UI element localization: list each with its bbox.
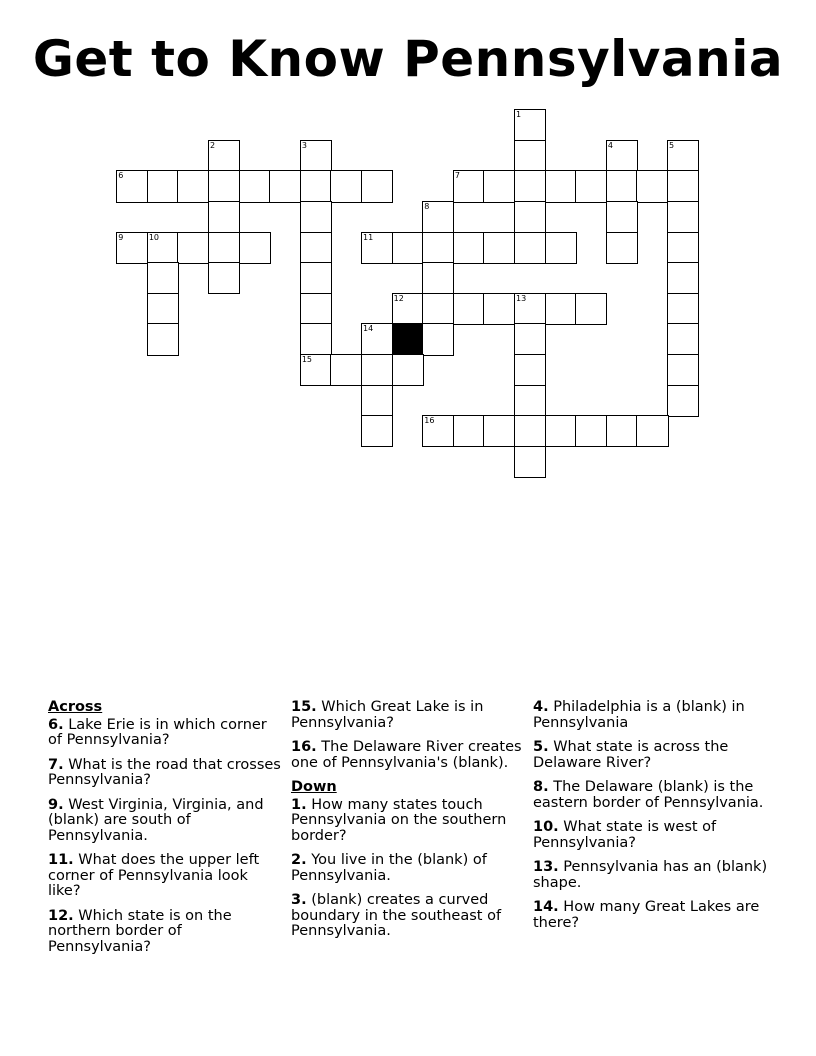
clue-item	[48, 853, 284, 900]
clue-number-label: 4.	[533, 699, 549, 715]
clue-item	[533, 740, 769, 771]
grid-cell[interactable]	[667, 201, 699, 233]
grid-cell[interactable]	[330, 170, 362, 202]
clue-column-2	[291, 700, 527, 949]
grid-cell[interactable]	[147, 323, 179, 355]
grid-cell[interactable]	[667, 354, 699, 386]
grid-cell[interactable]	[453, 415, 485, 447]
clue-item	[291, 740, 527, 771]
grid-cell[interactable]	[361, 354, 393, 386]
grid-cell[interactable]	[483, 293, 515, 325]
grid-cell[interactable]	[514, 232, 546, 264]
grid-cell[interactable]	[514, 140, 546, 172]
clue-item	[48, 718, 284, 749]
down-header: Down	[291, 779, 337, 795]
clue-number: 3	[301, 140, 307, 150]
clue-item	[48, 909, 284, 956]
grid-cell[interactable]	[545, 293, 577, 325]
grid-cell[interactable]	[575, 170, 607, 202]
clue-text: Which Great Lake is in Pennsylvania?	[291, 699, 484, 731]
grid-cell[interactable]	[514, 293, 546, 325]
clue-number-label: 8.	[533, 779, 549, 795]
clue-number: 11	[363, 232, 374, 242]
grid-cell[interactable]	[667, 140, 699, 172]
grid-cell[interactable]	[514, 354, 546, 386]
clue-column-1	[48, 700, 284, 964]
grid-cell[interactable]	[606, 201, 638, 233]
clue-text: The Delaware (blank) is the eastern border of Pennsylvania.	[533, 779, 764, 811]
clue-number: 15	[301, 355, 313, 365]
clue-text: You live in the (blank) of Pennsylvania.	[291, 852, 487, 884]
grid-cell[interactable]	[147, 262, 179, 294]
clue-item	[291, 853, 527, 884]
grid-cell[interactable]	[514, 385, 546, 417]
clue-text: Pennsylvania has an (blank) shape.	[533, 859, 768, 891]
clue-number: 7	[454, 171, 460, 181]
clue-item	[48, 758, 284, 789]
grid-cell[interactable]	[300, 201, 332, 233]
grid-cell[interactable]	[667, 170, 699, 202]
grid-cell[interactable]	[545, 170, 577, 202]
grid-cell[interactable]	[177, 170, 209, 202]
grid-cell[interactable]	[667, 323, 699, 355]
grid-cell[interactable]	[606, 232, 638, 264]
clue-item	[533, 900, 769, 931]
clue-number-label: 6.	[48, 716, 64, 733]
grid-cell[interactable]	[300, 323, 332, 355]
clue-text: The Delaware River creates one of Pennsylvania's (blank).	[291, 739, 522, 771]
grid-cell[interactable]	[667, 293, 699, 325]
grid-cell[interactable]	[422, 415, 454, 447]
grid-cell[interactable]	[392, 354, 424, 386]
grid-cell[interactable]	[453, 170, 485, 202]
clue-number: 2	[210, 140, 216, 150]
clue-number-label: 7.	[48, 756, 64, 773]
grid-cell[interactable]	[300, 140, 332, 172]
grid-cell[interactable]	[667, 232, 699, 264]
grid-cell[interactable]	[667, 385, 699, 417]
grid-cell[interactable]	[606, 415, 638, 447]
grid-cell[interactable]	[422, 232, 454, 264]
grid-cell[interactable]	[453, 232, 485, 264]
clue-item	[533, 820, 769, 851]
grid-cell[interactable]	[667, 262, 699, 294]
clue-number: 10	[148, 232, 160, 242]
grid-cell[interactable]	[208, 201, 240, 233]
grid-cell[interactable]	[392, 293, 424, 325]
clue-item	[533, 700, 769, 731]
grid-cell[interactable]	[208, 170, 240, 202]
clue-number-label: 2.	[291, 852, 307, 868]
grid-cell[interactable]	[147, 170, 179, 202]
clue-number: 12	[393, 293, 404, 303]
clue-number-label: 15.	[291, 699, 317, 715]
clue-text: How many states touch Pennsylvania on the southern border?	[291, 796, 507, 844]
grid-cell[interactable]	[514, 323, 546, 355]
grid-cell[interactable]	[422, 323, 454, 355]
grid-cell[interactable]	[483, 170, 515, 202]
grid-cell[interactable]	[239, 232, 271, 264]
grid-cell[interactable]	[606, 170, 638, 202]
clue-text: (blank) creates a curved boundary in the southeast of Pennsylvania.	[291, 892, 502, 939]
clue-number-label: 5.	[533, 739, 549, 755]
grid-cell[interactable]	[575, 293, 607, 325]
clue-number: 5	[669, 140, 675, 150]
clue-text: Philadelphia is a (blank) in Pennsylvania	[533, 699, 745, 731]
clue-text: What state is west of Pennsylvania?	[533, 819, 717, 851]
grid-cell[interactable]	[208, 140, 240, 172]
across-header: Across	[48, 699, 103, 715]
clue-text: What state is across the Delaware River?	[533, 739, 729, 771]
grid-cell[interactable]	[636, 415, 668, 447]
grid-cell[interactable]	[361, 232, 393, 264]
black-cell	[392, 323, 424, 355]
grid-cell[interactable]	[147, 232, 179, 264]
grid-cell[interactable]	[269, 170, 301, 202]
clue-text: Which state is on the northern border of Pennsylvania?	[48, 907, 232, 955]
clue-number-label: 10.	[533, 819, 559, 835]
grid-cell[interactable]	[300, 354, 332, 386]
grid-cell[interactable]	[300, 293, 332, 325]
grid-cell[interactable]	[545, 232, 577, 264]
grid-cell[interactable]	[636, 170, 668, 202]
grid-cell[interactable]	[208, 232, 240, 264]
clue-number: 8	[424, 202, 430, 212]
grid-cell[interactable]	[147, 293, 179, 325]
grid-cell[interactable]	[361, 323, 393, 355]
clue-item	[533, 780, 769, 811]
grid-cell[interactable]	[422, 262, 454, 294]
grid-cell[interactable]	[422, 201, 454, 233]
grid-cell[interactable]	[514, 415, 546, 447]
grid-cell[interactable]	[177, 232, 209, 264]
clue-item	[533, 860, 769, 891]
clue-number-label: 13.	[533, 859, 559, 875]
grid-cell[interactable]	[392, 232, 424, 264]
clue-number-label: 9.	[48, 796, 64, 813]
clue-number: 6	[118, 171, 124, 181]
grid-cell[interactable]	[361, 415, 393, 447]
grid-cell[interactable]	[575, 415, 607, 447]
grid-cell[interactable]	[514, 170, 546, 202]
clue-number-label: 12.	[48, 907, 74, 924]
clue-text: What is the road that crosses Pennsylvania?	[48, 756, 281, 788]
grid-cell[interactable]	[300, 262, 332, 294]
grid-cell[interactable]	[330, 354, 362, 386]
clue-number: 16	[424, 416, 435, 426]
clue-item	[48, 798, 284, 845]
grid-cell[interactable]	[300, 170, 332, 202]
clue-item	[291, 798, 527, 845]
clue-number: 13	[516, 293, 527, 303]
clue-text: How many Great Lakes are there?	[533, 899, 760, 931]
grid-cell[interactable]	[606, 140, 638, 172]
clue-number: 1	[516, 110, 522, 120]
grid-cell[interactable]	[208, 262, 240, 294]
grid-cell[interactable]	[300, 232, 332, 264]
clue-number-label: 1.	[291, 796, 307, 813]
grid-cell[interactable]	[483, 232, 515, 264]
grid-cell[interactable]	[361, 385, 393, 417]
clue-number-label: 16.	[291, 739, 317, 755]
grid-cell[interactable]	[239, 170, 271, 202]
clue-number: 14	[363, 324, 374, 334]
clue-number: 4	[607, 140, 613, 150]
clue-text: Lake Erie is in which corner of Pennsylvania?	[48, 716, 267, 748]
clue-text: West Virginia, Virginia, and (blank) are south of Pennsylvania.	[48, 796, 264, 844]
grid-cell[interactable]	[422, 293, 454, 325]
clue-number: 9	[118, 232, 124, 242]
grid-cell[interactable]	[453, 293, 485, 325]
clue-column-3	[533, 700, 769, 940]
grid-cell[interactable]	[361, 170, 393, 202]
grid-cell[interactable]	[545, 415, 577, 447]
clue-number-label: 3.	[291, 892, 307, 908]
clue-text: What does the upper left corner of Pennsylvania look like?	[48, 852, 260, 899]
grid-cell[interactable]	[116, 232, 148, 264]
grid-cell[interactable]	[116, 170, 148, 202]
clue-item	[291, 700, 527, 731]
clue-number-label: 11.	[48, 852, 74, 868]
puzzle-title: Get to Know Pennsylvania	[32, 30, 784, 88]
grid-cell[interactable]	[514, 201, 546, 233]
clue-item	[291, 893, 527, 940]
grid-cell[interactable]	[483, 415, 515, 447]
grid-cell[interactable]	[514, 109, 546, 141]
clue-number-label: 14.	[533, 899, 559, 915]
grid-cell[interactable]	[514, 446, 546, 478]
